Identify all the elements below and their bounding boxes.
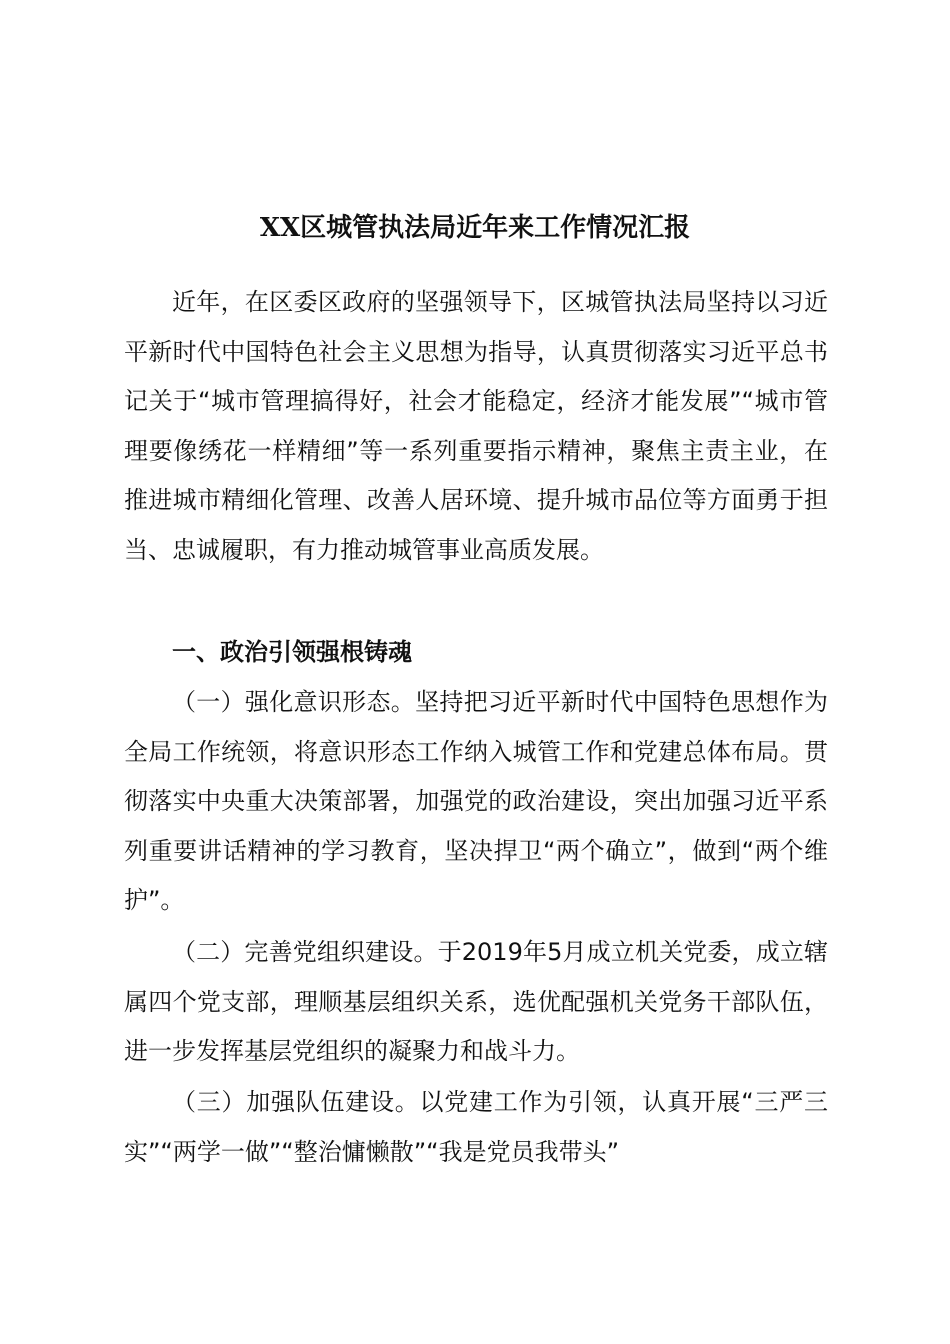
intro-paragraph bbox=[124, 278, 828, 576]
item2-text-block bbox=[124, 928, 828, 1077]
item3-paragraph bbox=[124, 1078, 828, 1177]
intro-text: 近年，在区委区政府的坚强领导下，区城管执法局坚持以习近平新时代中国特色社会主义思想为指导，认真贯彻落实习近平总书记关于“城市管理搞得好，社会才能稳定，经济才能发展”“城市管理要像绣花一样精细”等一系列重要指示精神，聚焦主责主业，在推进城市精细化管理、改善人居环境、提升城市品位等方面勇于担当、忠诚履职，有力推动城管事业高质发展。 bbox=[124, 288, 828, 564]
item3-lead: （三）加强队伍建设。 bbox=[172, 1088, 420, 1116]
item1-paragraph bbox=[124, 678, 828, 926]
item2-text: 于2019年5月成立机关党委，成立辖属四个党支部，理顺基层组织关系，选优配强机关党务干部队伍，进一步发挥基层党组织的凝聚力和战斗力。 bbox=[124, 938, 828, 1066]
item2-paragraph bbox=[124, 928, 828, 1077]
item1-text-block bbox=[124, 678, 828, 926]
item3-text: 以党建工作为引领，认真开展“三严三实”“两学一做”“整治慵懒散”“我是党员我带头” bbox=[124, 1088, 829, 1166]
item1-text: 坚持把习近平新时代中国特色思想作为全局工作统领，将意识形态工作纳入城管工作和党建总体布局。贯彻落实中央重大决策部署，加强党的政治建设，突出加强习近平系列重要讲话精神的学习教育，坚决捍卫“两个确立”，做到“两个维护”。 bbox=[124, 688, 829, 915]
section-heading bbox=[124, 628, 828, 678]
item2-lead: （二）完善党组织建设。 bbox=[172, 938, 438, 966]
section1-heading: 一、政治引领强根铸魂 bbox=[172, 638, 412, 666]
item1-lead: （一）强化意识形态。 bbox=[172, 688, 416, 716]
item3-text-block bbox=[124, 1078, 828, 1177]
document-title: XX区城管执法局近年来工作情况汇报 bbox=[259, 213, 691, 243]
